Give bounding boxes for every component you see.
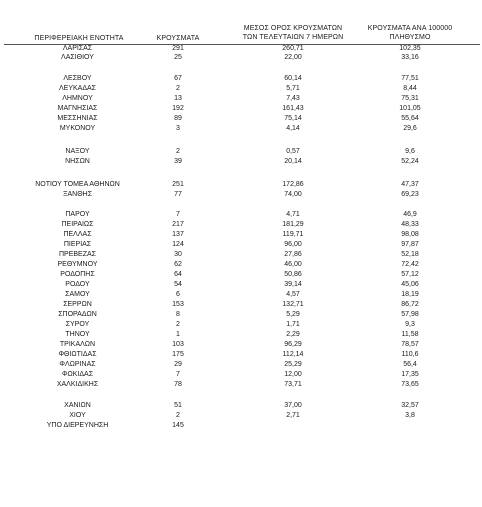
table-row	[0, 421, 482, 430]
per100k-cell: 56,4	[403, 361, 417, 368]
avg7-cell: 25,29	[284, 361, 302, 368]
table-row	[0, 370, 482, 379]
table-row	[0, 84, 482, 93]
table-row	[0, 230, 482, 239]
header-cases-label: ΚΡΟΥΣΜΑΤΑ	[156, 35, 200, 42]
avg7-cell: 37,00	[284, 402, 302, 409]
table-row	[0, 157, 482, 166]
cases-cell: 7	[176, 211, 180, 218]
region-cell: ΜΕΣΣΗΝΙΑΣ	[57, 115, 98, 122]
region-cell: ΛΑΡΙΣΑΣ	[62, 45, 93, 52]
avg7-cell: 50,86	[284, 271, 302, 278]
cases-cell: 145	[172, 422, 184, 429]
header-cases	[148, 34, 208, 43]
region-cell: ΧΙΟΥ	[69, 412, 86, 419]
cases-cell: 2	[176, 321, 180, 328]
per100k-cell: 98,08	[401, 231, 419, 238]
avg7-cell: 112,14	[282, 351, 304, 358]
avg7-cell: 96,29	[284, 341, 302, 348]
per100k-cell: 73,65	[401, 381, 419, 388]
avg7-cell: 4,57	[286, 291, 300, 298]
region-cell: ΤΗΝΟΥ	[65, 331, 90, 338]
cases-cell: 217	[172, 221, 184, 228]
table-row	[0, 300, 482, 309]
per100k-cell: 17,35	[401, 371, 419, 378]
avg7-cell: 0,57	[286, 148, 300, 155]
region-cell: ΠΕΛΛΑΣ	[63, 231, 92, 238]
avg7-cell: 96,00	[284, 241, 302, 248]
per100k-cell: 3,8	[405, 412, 415, 419]
avg7-cell: 60,14	[284, 75, 302, 82]
region-cell: ΠΡΕΒΕΖΑΣ	[58, 251, 96, 258]
table-row	[0, 44, 482, 53]
header-region-label: ΠΕΡΙΦΕΡΕΙΑΚΗ ΕΝΟΤΗΤΑ	[34, 35, 124, 42]
cases-cell: 64	[174, 271, 182, 278]
per100k-cell: 9,6	[405, 148, 415, 155]
region-cell: ΣΥΡΟΥ	[65, 321, 90, 328]
region-cell: ΤΡΙΚΑΛΩΝ	[59, 341, 96, 348]
header-per100k-line1: ΚΡΟΥΣΜΑΤΑ ΑΝΑ 100000	[367, 25, 453, 32]
per100k-cell: 8,44	[403, 85, 417, 92]
cases-cell: 3	[176, 125, 180, 132]
region-cell: ΡΟΔΟΥ	[65, 281, 90, 288]
cases-cell: 7	[176, 371, 180, 378]
region-cell: ΦΛΩΡΙΝΑΣ	[59, 361, 96, 368]
per100k-cell: 48,33	[401, 221, 419, 228]
region-cell: ΝΑΞΟΥ	[65, 148, 90, 155]
per100k-cell: 69,23	[401, 191, 419, 198]
region-cell: ΦΘΙΩΤΙΔΑΣ	[58, 351, 97, 358]
cases-cell: 67	[174, 75, 182, 82]
header-region	[4, 34, 154, 43]
cases-cell: 39	[174, 158, 182, 165]
region-cell: ΧΑΛΚΙΔΙΚΗΣ	[56, 381, 99, 388]
region-cell: ΣΠΟΡΑΔΩΝ	[58, 311, 97, 318]
cases-cell: 8	[176, 311, 180, 318]
per100k-cell: 72,42	[401, 261, 419, 268]
per100k-cell: 47,37	[401, 181, 419, 188]
cases-cell: 2	[176, 148, 180, 155]
avg7-cell: 12,00	[284, 371, 302, 378]
cases-cell: 89	[174, 115, 182, 122]
table-row	[0, 330, 482, 339]
table-row	[0, 290, 482, 299]
cases-cell: 192	[172, 105, 184, 112]
cases-cell: 62	[174, 261, 182, 268]
region-cell: ΜΑΓΝΗΣΙΑΣ	[57, 105, 98, 112]
avg7-cell: 74,00	[284, 191, 302, 198]
table-row	[0, 180, 482, 189]
table-row	[0, 250, 482, 259]
table-row	[0, 190, 482, 199]
per100k-cell: 9,3	[405, 321, 415, 328]
region-cell: ΛΗΜΝΟΥ	[62, 95, 93, 102]
per100k-cell: 32,57	[401, 402, 419, 409]
header-avg7-line2: ΤΩΝ ΤΕΛΕΥΤΑΙΩΝ 7 ΗΜΕΡΩΝ	[242, 34, 344, 41]
avg7-cell: 73,71	[284, 381, 302, 388]
cases-cell: 30	[174, 251, 182, 258]
avg7-cell: 39,14	[284, 281, 302, 288]
per100k-cell: 55,64	[401, 115, 419, 122]
table-row	[0, 380, 482, 389]
per100k-cell: 45,06	[401, 281, 419, 288]
avg7-cell: 20,14	[284, 158, 302, 165]
table-row	[0, 210, 482, 219]
cases-cell: 6	[176, 291, 180, 298]
region-cell: ΠΕΙΡΑΙΩΣ	[61, 221, 94, 228]
cases-cell: 78	[174, 381, 182, 388]
per100k-cell: 75,31	[401, 95, 419, 102]
per100k-cell: 57,12	[401, 271, 419, 278]
cases-cell: 51	[174, 402, 182, 409]
table-row	[0, 270, 482, 279]
table-row	[0, 411, 482, 420]
per100k-cell: 29,6	[403, 125, 417, 132]
per100k-cell: 97,87	[401, 241, 419, 248]
table-row	[0, 74, 482, 83]
table-row	[0, 124, 482, 133]
cases-cell: 29	[174, 361, 182, 368]
table-row	[0, 340, 482, 349]
table-row	[0, 310, 482, 319]
region-cell: ΡΟΔΟΠΗΣ	[60, 271, 95, 278]
per100k-cell: 77,51	[401, 75, 419, 82]
cases-cell: 153	[172, 301, 184, 308]
header-per100k	[360, 24, 460, 42]
header-avg7-line1: ΜΕΣΟΣ ΟΡΟΣ ΚΡΟΥΣΜΑΤΩΝ	[243, 25, 343, 32]
region-cell: ΛΑΣΙΘΙΟΥ	[61, 54, 94, 61]
cases-cell: 54	[174, 281, 182, 288]
per100k-cell: 78,57	[401, 341, 419, 348]
region-cell: ΞΑΝΘΗΣ	[62, 191, 93, 198]
per100k-cell: 33,16	[401, 54, 419, 61]
cases-cell: 124	[172, 241, 184, 248]
table-row	[0, 240, 482, 249]
header-per100k-line2: ΠΛΗΘΥΣΜΟ	[389, 34, 431, 41]
avg7-cell: 27,86	[284, 251, 302, 258]
region-cell: ΣΕΡΡΩΝ	[63, 301, 92, 308]
table-row	[0, 260, 482, 269]
avg7-cell: 4,71	[286, 211, 300, 218]
cases-cell: 103	[172, 341, 184, 348]
table-row	[0, 360, 482, 369]
cases-cell: 137	[172, 231, 184, 238]
per100k-cell: 18,19	[401, 291, 419, 298]
table-row	[0, 94, 482, 103]
table-row	[0, 320, 482, 329]
cases-cell: 2	[176, 412, 180, 419]
avg7-cell: 161,43	[282, 105, 304, 112]
avg7-cell: 22,00	[284, 54, 302, 61]
region-cell: ΥΠΟ ΔΙΕΡΕΥΝΗΣΗ	[46, 422, 109, 429]
per100k-cell: 110,6	[401, 351, 419, 358]
cases-cell: 251	[172, 181, 184, 188]
cases-cell: 77	[174, 191, 182, 198]
avg7-cell: 4,14	[286, 125, 300, 132]
avg7-cell: 75,14	[284, 115, 302, 122]
region-cell: ΦΩΚΙΔΑΣ	[61, 371, 94, 378]
table-row	[0, 220, 482, 229]
avg7-cell: 1,71	[286, 321, 300, 328]
table-row	[0, 401, 482, 410]
per100k-cell: 102,35	[399, 45, 421, 52]
region-cell: ΡΕΘΥΜΝΟΥ	[57, 261, 98, 268]
avg7-cell: 2,29	[286, 331, 300, 338]
avg7-cell: 5,29	[286, 311, 300, 318]
per100k-cell: 52,24	[401, 158, 419, 165]
cases-cell: 175	[172, 351, 184, 358]
per100k-cell: 52,18	[401, 251, 419, 258]
table-row	[0, 350, 482, 359]
region-cell: ΧΑΝΙΩΝ	[64, 402, 91, 409]
cases-cell: 1	[176, 331, 180, 338]
avg7-cell: 2,71	[286, 412, 300, 419]
avg7-cell: 172,86	[282, 181, 304, 188]
avg7-cell: 132,71	[282, 301, 304, 308]
avg7-cell: 46,00	[284, 261, 302, 268]
region-cell: ΝΟΤΙΟΥ ΤΟΜΕΑ ΑΘΗΝΩΝ	[35, 181, 120, 188]
table-row	[0, 114, 482, 123]
avg7-cell: 119,71	[282, 231, 304, 238]
table-row	[0, 280, 482, 289]
avg7-cell: 5,71	[286, 85, 300, 92]
avg7-cell: 260,71	[282, 45, 304, 52]
avg7-cell: 7,43	[286, 95, 300, 102]
per100k-cell: 46,9	[403, 211, 417, 218]
region-cell: ΝΗΣΩΝ	[65, 158, 90, 165]
region-cell: ΣΑΜΟΥ	[65, 291, 90, 298]
table-row	[0, 53, 482, 62]
region-cell: ΛΕΣΒΟΥ	[63, 75, 92, 82]
header-avg7	[228, 24, 358, 42]
cases-cell: 291	[172, 45, 184, 52]
region-cell: ΠΙΕΡΙΑΣ	[63, 241, 92, 248]
table-row	[0, 147, 482, 156]
region-cell: ΠΑΡΟΥ	[65, 211, 90, 218]
per100k-cell: 57,98	[401, 311, 419, 318]
table-row	[0, 104, 482, 113]
per100k-cell: 11,58	[401, 331, 419, 338]
cases-cell: 25	[174, 54, 182, 61]
region-cell: ΜΥΚΟΝΟΥ	[59, 125, 96, 132]
region-cell: ΛΕΥΚΑΔΑΣ	[58, 85, 97, 92]
cases-cell: 2	[176, 85, 180, 92]
per100k-cell: 86,72	[401, 301, 419, 308]
avg7-cell: 181,29	[282, 221, 304, 228]
per100k-cell: 101,05	[399, 105, 421, 112]
cases-cell: 13	[174, 95, 182, 102]
